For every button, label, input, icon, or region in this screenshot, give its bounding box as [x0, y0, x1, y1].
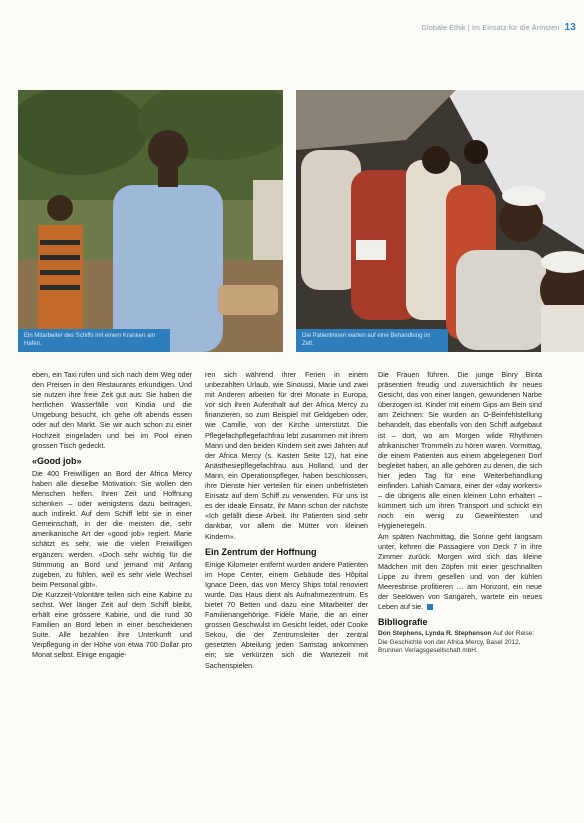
- col1-paragraph-3: Die Kurzzeit-Volontäre teilen sich eine Kabine zu sechst. Wer länger Zeit auf dem Schiff bleibt, erhält eine grössere Kabine, und die rund 30 Familien an Bord leben in einer bescheidenen Suite. Alle bezahlen ihre Unterkunft und Verpflegung in der Höhe von etwa 700 Dollar pro Monat selbst. Einige engagie-: [32, 589, 192, 660]
- running-title: Globale Ethik | Im Einsatz für die Ärmsten: [421, 25, 560, 32]
- col1-paragraph-1: eben, ein Taxi rufen und sich nach dem Weg oder den Preisen in den Restaurants erkundigen. Und sie nutzen ihre freie Zeit gut aus: Sie haben die herrlichen Wasserfälle von Kindia und die Umgebung besucht, ich gehe oft abends essen oder auf den Markt. Sie wir auch schon zu einer Hochzeit eingeladen und bei im Pool einen grossen Tisch gedeckt.: [32, 370, 192, 450]
- bibliography-entry: [378, 630, 542, 656]
- bibliography-text: Auf der Reise: Die Geschichte von der Africa Mercy, Basel 2012, Brunnen Verlagsgesellschaft mbH.: [378, 630, 535, 655]
- col3-paragraph-2: [378, 532, 542, 613]
- page-number: 13: [564, 22, 576, 33]
- photo-left: [18, 90, 283, 352]
- end-mark-icon: [427, 604, 433, 610]
- photo-right-caption: Die Patientinnen warten auf eine Behandlung im Zelt.: [296, 329, 448, 352]
- text-column-1: [32, 370, 192, 661]
- col2-paragraph-1: ren sich während ihrer Ferien in einem unbezahlten Urlaub, wie Sinoussi, Marie und zwei mit Anderen arbeiten für drei Monate in Europa, vor sich ihren Aufenthalt auf der Africa Mercy zu finanzieren, so zum Beispiel mit Geldgeben oder, wie Camille, von der Kirche unterstützt. Die Pflegefachpflegefachfrau lebt zusammen mit ihrem Mann und den beiden Kindern seit zwei Jahren auf der Africa Mercy (s. Kasten Seite 12), hat eine Anästhesiepflegefachfrau aus Holland, und der Mann, ein Operationspfleger, haben beschlossen, ihre Dienste hier verteilen für einen unbefristeten Einsatz auf dem Schiff zu verwenden. Für uns ist es der ideale Einsatz, ihr Mann schon der nächste «Ich gefällt diese Arbeit. Ihr Patienten sind sehr dankbar, vor allem die Mütter von kleinen Kindern».: [205, 370, 368, 541]
- col1-paragraph-2: Die 400 Freiwilligen an Bord der Africa Mercy haben alle dieselbe Motivation: Sie wollen den Menschen helfen. Ihren Zeit und Hoffnung schenken – oder wenigstens dazu beitragen, auch indirekt. Auf dem Schiff lebt sie in einer Gemeinschaft, in der die meisten die, sehr amerikanische Art der «good job» regiert. Marie schätzt es sehr, wie die vielen Freiwilligen ergänzen: werden. «Doch sehr wichtig für die Stimmung an Bord und jemand mit Anfang zugeben, zu fühlen, weil es sehr viele Wechsel beim Personal gibt».: [32, 468, 192, 589]
- bibliography-heading: Bibliografie: [378, 617, 428, 628]
- photo-left-image: [18, 90, 283, 352]
- col3-paragraph-2-text: Am späten Nachmittag, die Sonne geht langsam unter, kehren die Passagiere von Deck 7 in ihre Zimmer zurück. Morgen wird sich das kleine Mädchen mit den Zöpfen mit einer geschnallten Lippe zu ihrem gesellen und von der kühlen Meeresbrise profitieren … am Horizont, ein neue der Seelöwen von Sangareh, wartete ein neues Leben auf sie.: [378, 531, 542, 612]
- col2-paragraph-2: Einige Kilometer entfernt wurden andere Patienten im Hope Center, einem Gebäude des Hôpital Ignace Deen, das von Mercy Ships total renoviert wurde. Das Haus dient als Aufnahmezentrum. Es bietet 70 Betten und dazu eine Mitarbeiter der Familienangehörige. Fidèle Marie, die an einer grossen Geschwulst im Gesicht leidet, oder Cooke Sekou, die der Zentrumsleiter der zentral gesetzten Abteilung jeden Samstag ankommen ein; sie verkürzen sich die Wartezeit mit Sachenspielen.: [205, 559, 368, 670]
- running-header: [421, 22, 576, 33]
- col3-paragraph-1: Die Frauen führen. Die junge Binry Binta präsentiert freudig und zuversichtlich ihr neues Gesicht, das von einer langen, gewundenen Narbe überzogen ist. Kinder mit einem Gips am Bein sind am Zeichnen: Sie wurden an O-Beinfehlstellung behandelt, das ebenfalls von den Schiff aufgebaut ist – dort, wo am Morgen wilde Rhythmen afrikanischer Trommeln zu hören waren. Vormittag, die einem Patienten aus einem abgelegenen Dorf begleitet haben, an alle gehören zu denen, die sich hier jeden Tag für eine Weiterbehandlung einfinden. Lahiah Camara, einer der «day workers» – die übrigens alle einen kleinen Lohn erhalten – kümmert sich um ihren Transport und schickt ein noch ein wenig zu Geweihtesten und Hygieneregeln.: [378, 370, 542, 531]
- bibliography-authors: Don Stephens, Lynda R. Stephenson: [378, 630, 492, 638]
- col2-subheading: Ein Zentrum der Hoffnung: [205, 546, 317, 557]
- text-column-3: [378, 370, 542, 656]
- photo-right-image: [296, 90, 584, 352]
- photo-right: [296, 90, 584, 352]
- col1-subheading: «Good job»: [32, 455, 82, 466]
- photo-left-caption: Ein Mitarbeiter des Schiffs mit einem Kranken am Hafen.: [18, 329, 170, 352]
- text-column-2: [205, 370, 368, 671]
